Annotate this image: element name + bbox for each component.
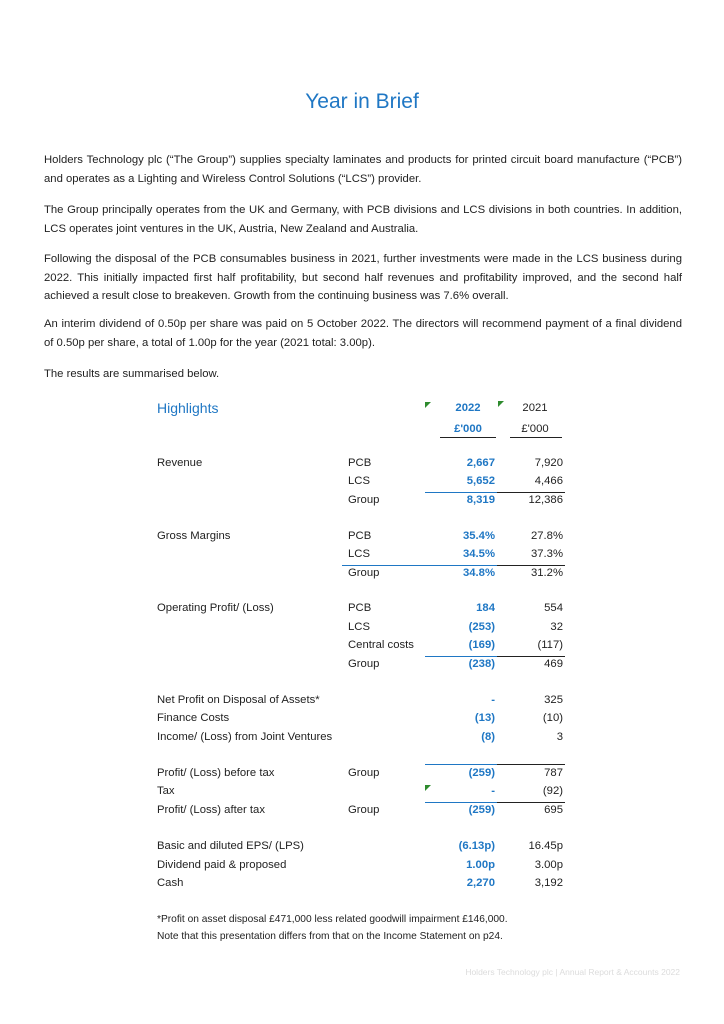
column-header-2022: 2022 <box>455 402 481 414</box>
header-underline-2022 <box>440 437 496 438</box>
subtotal-rule-2022 <box>425 656 497 657</box>
value-2021: 3.00p <box>534 859 563 871</box>
value-2021: 27.8% <box>530 530 563 542</box>
value-2022: (259) <box>468 804 495 816</box>
table-row <box>0 494 724 512</box>
value-2021: 3,192 <box>534 877 563 889</box>
dividend-paragraph: An interim dividend of 0.50p per share was paid on 5 October 2022. The directors will recommend payment of a final dividend of 0.50p per share, a total of 1.00p for the year (2021 total: 3.00p). <box>44 318 682 349</box>
subtotal-rule-2021 <box>497 492 565 493</box>
subtotal-rule-2022 <box>425 492 497 493</box>
investment-paragraph: Following the disposal of the PCB consumables business in 2021, further investments were made in the LCS business during 2022. This initially impacted first half profitability, but second half revenues and profitability improved, and the second half achieved a result close to breakeven. Growth from the continuing business was 7.6% overall. <box>44 253 682 302</box>
subtotal-rule-2021 <box>497 565 565 566</box>
row-segment: PCB <box>348 530 372 542</box>
row-segment: PCB <box>348 602 372 614</box>
value-2021: 31.2% <box>530 567 563 579</box>
operations-paragraph: The Group principally operates from the UK and Germany, with PCB divisions and LCS divisions in both countries. In addition, LCS operates joint ventures in the UK, Austria, New Zealand and Australia. <box>44 204 682 235</box>
row-segment: Group <box>348 567 380 579</box>
row-label: Finance Costs <box>157 712 230 724</box>
table-row <box>0 658 724 676</box>
value-2022: 2,667 <box>466 457 495 469</box>
value-2022: (259) <box>468 767 495 779</box>
table-row <box>0 567 724 585</box>
table-row <box>0 877 724 895</box>
value-2022: (8) <box>481 731 495 743</box>
table-row <box>0 602 724 620</box>
value-2022: - <box>491 694 495 706</box>
value-2021: (10) <box>542 712 563 724</box>
row-label: Net Profit on Disposal of Assets* <box>157 694 320 706</box>
value-2021: (92) <box>542 785 563 797</box>
row-label: Revenue <box>157 457 203 469</box>
value-2022: 34.8% <box>462 567 495 579</box>
value-2022: (169) <box>468 639 495 651</box>
row-label: Gross Margins <box>157 530 231 542</box>
value-2021: 787 <box>544 767 563 779</box>
table-row <box>0 457 724 475</box>
row-label: Cash <box>157 877 184 889</box>
page-footer: Holders Technology plc | Annual Report & Accounts 2022 <box>465 967 680 977</box>
comment-marker-icon <box>425 402 431 408</box>
value-2021: 4,466 <box>534 475 563 487</box>
total-rule-2021 <box>497 764 565 765</box>
value-2022: (238) <box>468 658 495 670</box>
value-2021: (117) <box>537 639 563 651</box>
value-2021: 7,920 <box>534 457 563 469</box>
value-2021: 554 <box>544 602 563 614</box>
total-rule-2022 <box>425 764 497 765</box>
value-2022: (6.13p) <box>458 840 495 852</box>
table-row <box>0 767 724 785</box>
subtotal-rule-2022 <box>425 802 497 803</box>
value-2022: 35.4% <box>462 530 495 542</box>
value-2021: 3 <box>556 731 563 743</box>
table-row <box>0 859 724 877</box>
row-segment: LCS <box>348 621 370 633</box>
footnote-presentation: Note that this presentation differs from that on the Income Statement on p24. <box>157 931 503 942</box>
table-row <box>0 712 724 730</box>
subtotal-rule-2021 <box>497 802 565 803</box>
table-row <box>0 785 724 803</box>
subtotal-rule-2021 <box>497 656 565 657</box>
table-row <box>0 840 724 858</box>
table-row <box>0 639 724 657</box>
value-2022: - <box>491 785 495 797</box>
highlights-heading: Highlights <box>157 400 219 416</box>
row-label: Profit/ (Loss) after tax <box>157 804 265 816</box>
row-label: Dividend paid & proposed <box>157 859 287 871</box>
row-segment: Group <box>348 658 380 670</box>
row-segment: Group <box>348 767 380 779</box>
row-segment: Group <box>348 804 380 816</box>
table-row <box>0 804 724 822</box>
table-row <box>0 694 724 712</box>
value-2021: 325 <box>544 694 563 706</box>
row-segment: PCB <box>348 457 372 469</box>
value-2022: 1.00p <box>466 859 495 871</box>
table-row <box>0 731 724 749</box>
value-2021: 695 <box>544 804 563 816</box>
table-row <box>0 621 724 639</box>
header-underline-2021 <box>510 437 562 438</box>
table-row <box>0 530 724 548</box>
value-2022: (253) <box>468 621 495 633</box>
row-label: Tax <box>157 785 175 797</box>
row-segment: LCS <box>348 548 370 560</box>
row-segment: Central costs <box>348 639 414 651</box>
value-2022: 8,319 <box>466 494 495 506</box>
comment-marker-icon <box>498 401 504 407</box>
page-title: Year in Brief <box>305 90 419 113</box>
row-label: Income/ (Loss) from Joint Ventures <box>157 731 333 743</box>
unit-header-2022: £'000 <box>454 423 482 435</box>
unit-header-2021: £'000 <box>521 423 549 435</box>
value-2022: 5,652 <box>466 475 495 487</box>
row-segment: LCS <box>348 475 370 487</box>
value-2022: (13) <box>474 712 495 724</box>
intro-paragraph: Holders Technology plc (“The Group”) supplies specialty laminates and products for printed circuit board manufacture (“PCB”) and operates as a Lighting and Wireless Control Solutions (“LCS”) provider. <box>44 154 682 185</box>
value-2022: 2,270 <box>466 877 495 889</box>
row-label: Profit/ (Loss) before tax <box>157 767 275 779</box>
row-label: Operating Profit/ (Loss) <box>157 602 274 614</box>
row-label: Basic and diluted EPS/ (LPS) <box>157 840 304 852</box>
value-2021: 12,386 <box>528 494 563 506</box>
value-2022: 34.5% <box>462 548 495 560</box>
subtotal-rule-2022 <box>342 565 497 566</box>
summary-paragraph: The results are summarised below. <box>44 368 220 380</box>
table-row <box>0 475 724 493</box>
value-2021: 16.45p <box>528 840 563 852</box>
value-2022: 184 <box>476 602 495 614</box>
footnote-disposal: *Profit on asset disposal £471,000 less related goodwill impairment £146,000. <box>157 914 508 925</box>
column-header-2021: 2021 <box>522 402 548 414</box>
value-2021: 32 <box>550 621 563 633</box>
value-2021: 469 <box>544 658 563 670</box>
value-2021: 37.3% <box>530 548 563 560</box>
table-row <box>0 548 724 566</box>
row-segment: Group <box>348 494 380 506</box>
